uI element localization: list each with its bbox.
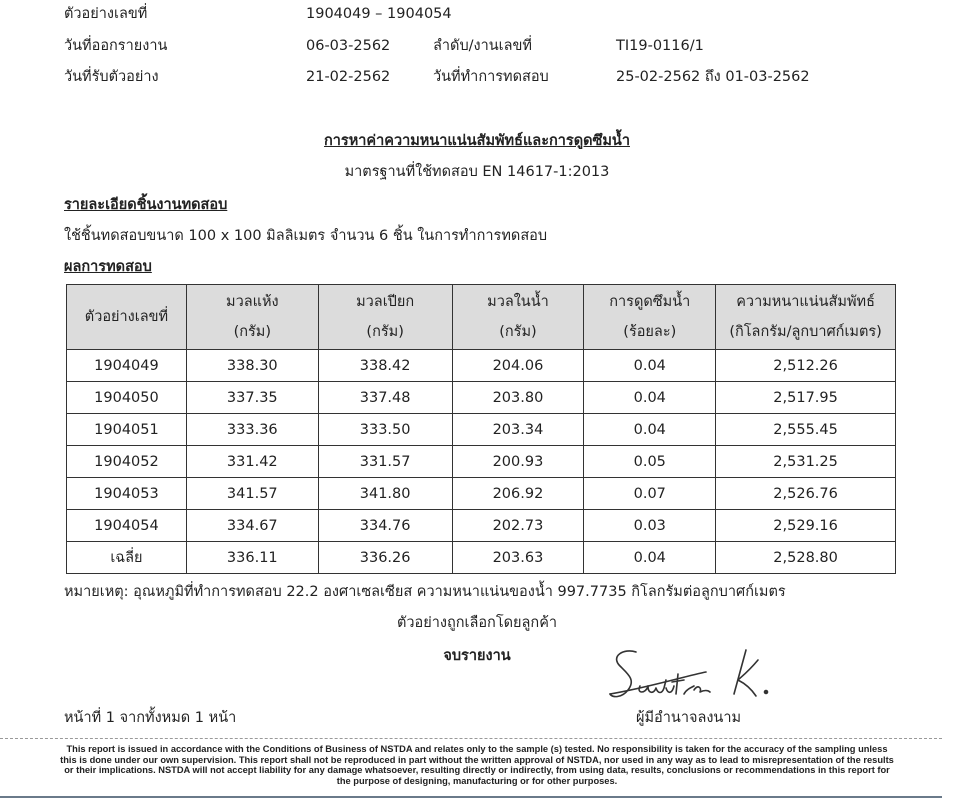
test-date-value: 25-02-2562 ถึง 01-03-2562 xyxy=(616,69,810,85)
end-of-report: จบรายงาน xyxy=(443,648,511,664)
table-cell: 337.48 xyxy=(318,382,452,414)
sample-no-value: 1904049 – 1904054 xyxy=(306,6,452,22)
received-label: วันที่รับตัวอย่าง xyxy=(64,69,159,85)
table-row xyxy=(67,414,896,446)
table-cell: 337.35 xyxy=(186,382,318,414)
table-cell: 1904054 xyxy=(67,510,187,542)
table-cell: 334.76 xyxy=(318,510,452,542)
report-title: การหาค่าความหนาแน่นสัมพัทธ์และการดูดซึมน้ำ xyxy=(324,133,630,149)
sample-no-label: ตัวอย่างเลขที่ xyxy=(64,6,148,22)
table-cell: 334.67 xyxy=(186,510,318,542)
header-sample-no: ตัวอย่างเลขที่ xyxy=(67,285,187,350)
table-cell: 200.93 xyxy=(452,446,584,478)
standard-text: มาตรฐานที่ใช้ทดสอบ EN 14617-1:2013 xyxy=(344,164,610,180)
results-table xyxy=(66,284,896,574)
table-cell: 338.42 xyxy=(318,350,452,382)
table-cell: 0.07 xyxy=(584,478,716,510)
footer-divider xyxy=(0,738,942,739)
table-cell: 0.04 xyxy=(584,542,716,574)
footer-bottom-rule xyxy=(0,796,942,798)
table-cell: 203.63 xyxy=(452,542,584,574)
test-note: หมายเหตุ: อุณหภูมิที่ทำการทดสอบ 22.2 องศาเซลเซียส ความหนาแน่นของน้ำ 997.7735 กิโลกรัมต่อลูกบาศก์เมตร xyxy=(64,584,786,600)
table-row xyxy=(67,350,896,382)
table-cell: 2,528.80 xyxy=(716,542,896,574)
table-cell: 1904051 xyxy=(67,414,187,446)
header-dry-mass: มวลแห้ง (กรัม) xyxy=(186,285,318,350)
table-row xyxy=(67,510,896,542)
table-cell: 338.30 xyxy=(186,350,318,382)
table-cell: 206.92 xyxy=(452,478,584,510)
table-cell: 341.57 xyxy=(186,478,318,510)
table-cell: 1904052 xyxy=(67,446,187,478)
table-cell: 1904053 xyxy=(67,478,187,510)
table-cell: 336.26 xyxy=(318,542,452,574)
table-cell: 202.73 xyxy=(452,510,584,542)
order-label: ลำดับ/งานเลขที่ xyxy=(433,38,532,54)
table-cell: 203.80 xyxy=(452,382,584,414)
disclaimer: This report is issued in accordance with the Conditions of Business of NSTDA and relates only to the sample (s) tested. No responsibility is taken for the accuracy of the sampling unless this is done under our own supervision. This report shall not be reproduced in part without the written approval of NSTDA, nor used in any way as to lead to misrepresentation of the results or their implications. NSTDA will not accept liability for any damage whatsoever, resulting directly or indirectly, from using data, results, conclusions or recommendations in this report for the purpose of designing, manufacturing or for other purposes. xyxy=(60,744,894,786)
table-cell: 2,531.25 xyxy=(716,446,896,478)
table-cell: 0.04 xyxy=(584,382,716,414)
table-cell: 203.34 xyxy=(452,414,584,446)
results-heading: ผลการทดสอบ xyxy=(64,259,152,275)
detail-heading: รายละเอียดชิ้นงานทดสอบ xyxy=(64,197,228,213)
table-cell: 336.11 xyxy=(186,542,318,574)
table-row xyxy=(67,542,896,574)
header-water-mass: มวลในน้ำ (กรัม) xyxy=(452,285,584,350)
table-cell: 333.50 xyxy=(318,414,452,446)
page-info: หน้าที่ 1 จากทั้งหมด 1 หน้า xyxy=(64,710,237,726)
table-cell: 0.04 xyxy=(584,350,716,382)
signer-label: ผู้มีอำนาจลงนาม xyxy=(636,710,742,726)
table-cell: 1904050 xyxy=(67,382,187,414)
table-cell: 2,529.16 xyxy=(716,510,896,542)
header-absorption: การดูดซึมน้ำ (ร้อยละ) xyxy=(584,285,716,350)
table-cell: 0.05 xyxy=(584,446,716,478)
table-cell: 0.04 xyxy=(584,414,716,446)
signature-image xyxy=(606,638,786,708)
table-header-row xyxy=(67,285,896,350)
detail-text: ใช้ชิ้นทดสอบขนาด 100 x 100 มิลลิเมตร จำนวน 6 ชิ้น ในการทำการทดสอบ xyxy=(64,228,548,244)
table-cell: 0.03 xyxy=(584,510,716,542)
table-row xyxy=(67,382,896,414)
table-cell: 333.36 xyxy=(186,414,318,446)
table-cell: 1904049 xyxy=(67,350,187,382)
test-date-label: วันที่ทำการทดสอบ xyxy=(433,69,549,85)
table-cell: 2,526.76 xyxy=(716,478,896,510)
received-value: 21-02-2562 xyxy=(306,69,391,85)
table-cell: 331.57 xyxy=(318,446,452,478)
table-cell: 341.80 xyxy=(318,478,452,510)
table-cell: 2,512.26 xyxy=(716,350,896,382)
table-cell: เฉลี่ย xyxy=(67,542,187,574)
table-cell: 2,517.95 xyxy=(716,382,896,414)
header-density: ความหนาแน่นสัมพัทธ์ (กิโลกรัม/ลูกบาศก์เมตร) xyxy=(716,285,896,350)
order-value: TI19-0116/1 xyxy=(616,38,704,54)
report-date-value: 06-03-2562 xyxy=(306,38,391,54)
sample-selection-note: ตัวอย่างถูกเลือกโดยลูกค้า xyxy=(396,615,558,631)
header-wet-mass: มวลเปียก (กรัม) xyxy=(318,285,452,350)
table-cell: 331.42 xyxy=(186,446,318,478)
table-row xyxy=(67,478,896,510)
table-cell: 2,555.45 xyxy=(716,414,896,446)
table-row xyxy=(67,446,896,478)
report-date-label: วันที่ออกรายงาน xyxy=(64,38,168,54)
table-cell: 204.06 xyxy=(452,350,584,382)
